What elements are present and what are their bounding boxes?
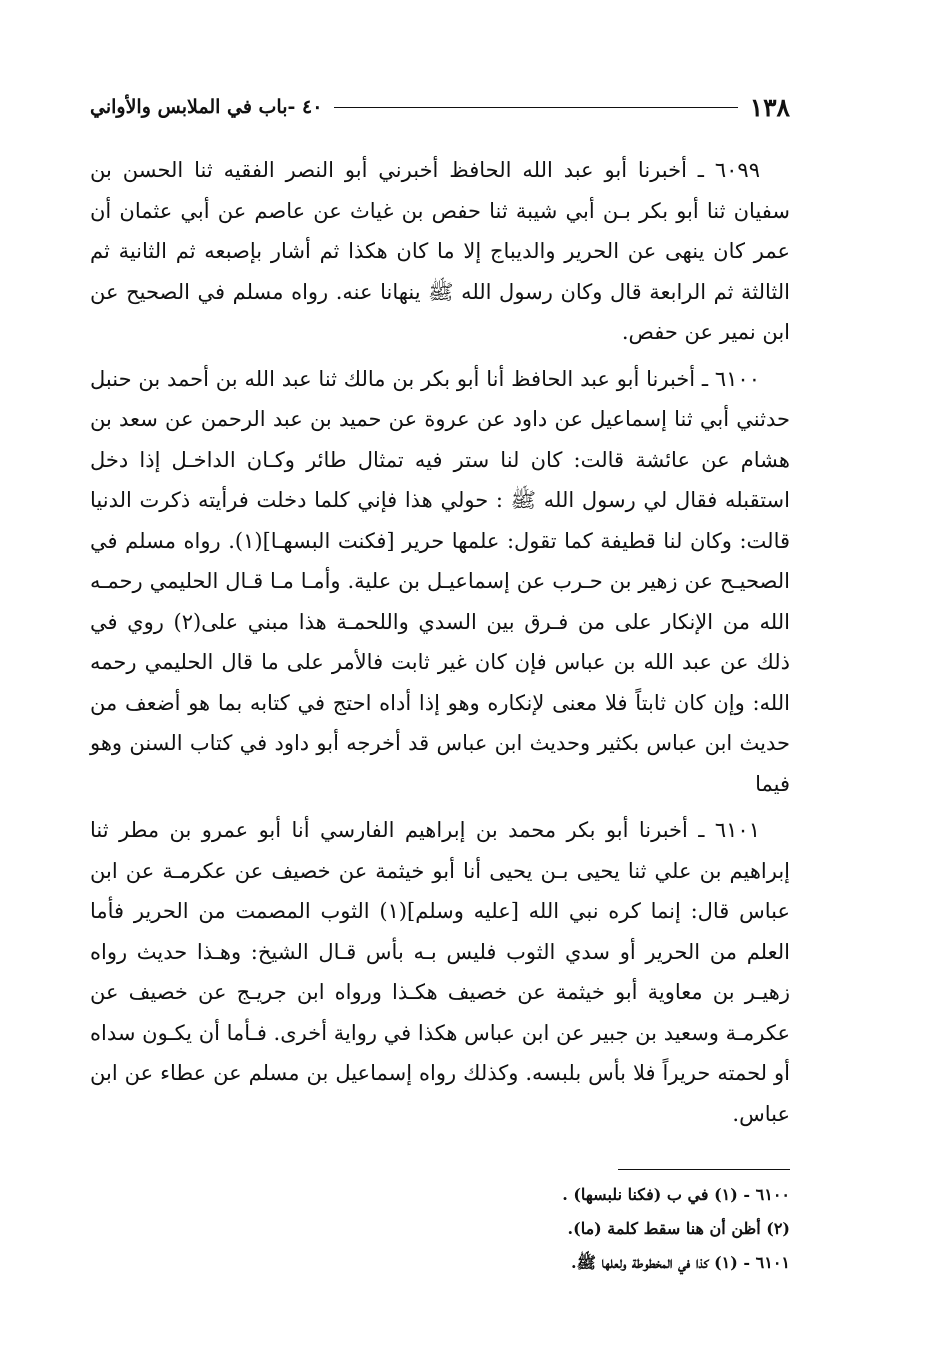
footnote-6100-2: (٢) أظن أن هنا سقط كلمة (ما). <box>567 1219 790 1238</box>
footnote-rule <box>618 1169 790 1170</box>
footnote-6100-1: ٦١٠٠ - (١) في ب (فكنا نلبسها) . <box>562 1185 790 1204</box>
page-number: ١٣٨ <box>749 92 790 122</box>
footnotes <box>90 1178 790 1280</box>
hadith-6101: ٦١٠١ ـ أخبرنا أبو بكر محمد بن إبراهيم الفارسي أنا أبو عمرو بن مطر ثنا إبراهيم بن علي ثنا يحيى بـن يحيى أنا أبو خيثمة عن خصيف عن عكرمـة عن ابن عباس قال: إنما كره نبي الله [عليه وسلم](١) الثوب المصمت من الحرير فأما العلم من الحرير أو سدي الثوب فليس بـه بأس قـال الشيخ: وهـذا حديث رواه زهيـر بن معاوية أبو خيثمة عن خصيف هكـذا ورواه ابن جريـج عن خصيف عن عكرمـة وسعيد بن جبير عن ابن عباس هكذا في رواية أخرى. فـأما أن يكـون سداه أو لحمته حريراً فلا بأس بلبسه. وكذلك رواه إسماعيل بن مسلم عن عطاء عن ابن عباس. <box>90 818 790 1126</box>
hadith-6099: ٦٠٩٩ ـ أخبرنا أبو عبد الله الحافظ أخبرني أبو النصر الفقيه ثنا الحسن بن سفيان ثنا أبو بكر بـن أبي شيبة ثنا حفص بن غياث عن عاصم عن أبي عثمان أن عمر كان ينهى عن الحرير والديباج إلا ما كان هكذا ثم أشار بإصبعه ثم الثانية ثم الثالثة ثم الرابعة قال وكان رسول الله ﷺ ينهانا عنه. رواه مسلم في الصحيح عن ابن نمير عن حفص. <box>90 158 790 344</box>
hadith-6100: ٦١٠٠ ـ أخبرنا أبو عبد الحافظ أنا أبو بكر بن مالك ثنا عبد الله بن أحمد بن حنبل حدثني أبي ثنا إسماعيل عن داود عن عروة عن حميد بن عبد الرحمن عن سعد بن هشام عن عائشة قالت: كان لنا ستر فيه تمثال طائر وكـان الداخـل إذا دخل استقبله فقال لي رسول الله ﷺ : حولي هذا فإني كلما دخلت فرأيته ذكرت الدنيا قالت: وكان لنا قطيفة كما تقول: علمها حرير [فكنت البسهـا](١). رواه مسلم في الصحيـح عن زهير بن حـرب عن إسماعيـل بن علية. وأمـا مـا قـال الحليمي رحمـه الله من الإنكار على من فـرق بين السدي واللحمـة هذا مبني على(٢) روي في ذلك عن عبد الله بن عباس فإن كان غير ثابت فالأمر على ما قال الحليمي رحمه الله: وإن كان ثابتاً فلا معنى لإنكاره وهو إذا أداه احتج في كتابه بما هو أضعف من حديث ابن عباس بكثير وحديث ابن عباس قد أخرجه أبو داود في كتاب السنن وهو فيما <box>90 366 791 796</box>
chapter-title: ٤٠ -باب في الملابس والأواني <box>90 96 323 118</box>
footnote-6101-1: ٦١٠١ - (١) كذا في المخطوطة ولعلها ﷺ. <box>571 1253 790 1272</box>
main-text <box>90 150 790 1140</box>
page-header <box>90 90 790 124</box>
header-rule <box>334 107 737 108</box>
